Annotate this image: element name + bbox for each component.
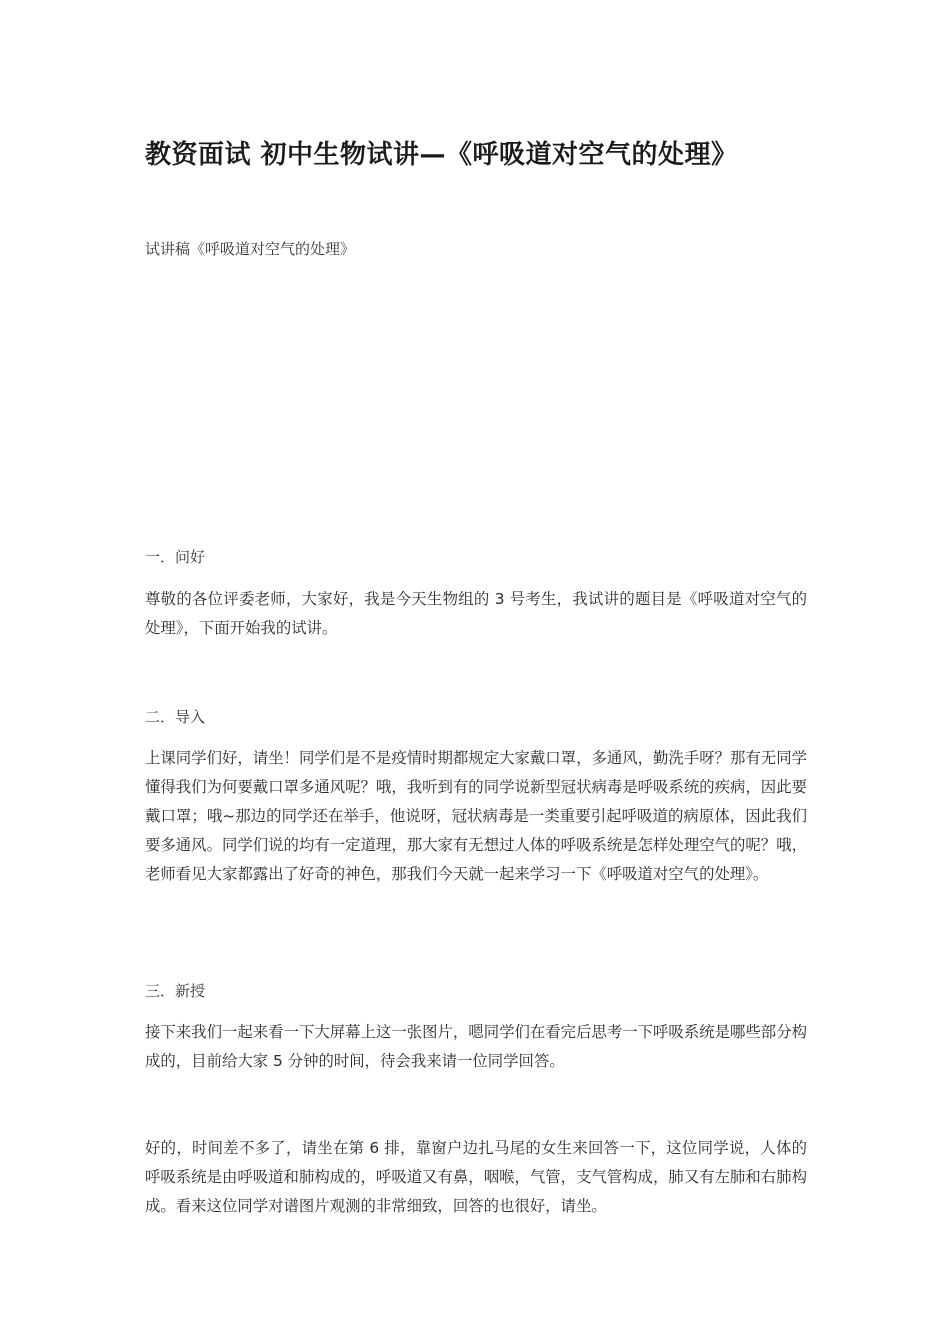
section-paragraph-introduction: 上课同学们好，请坐！同学们是不是疫情时期都规定大家戴口罩，多通风，勤洗手呀？那有无同学懂得我们为何要戴口罩多通风呢？哦，我听到有的同学说新型冠状病毒是呼吸系统的疾病，因此要戴口罩；哦~那边的同学还在举手，他说呀，冠状病毒是一类重要引起呼吸道的病原体，因此我们要多通风。同学们说的均有一定道理，那大家有无想过人体的呼吸系统是怎样处理空气的呢？哦，老师看见大家都露出了好奇的神色，那我们今天就一起来学习一下《呼吸道对空气的处理》。 <box>145 749 807 883</box>
section-paragraph-greeting: 尊敬的各位评委老师，大家好，我是今天生物组的 3 号考生，我试讲的题目是《呼吸道对空气的处理》，下面开始我的试讲。 <box>145 590 807 637</box>
section-paragraph-new-lesson-2: 好的，时间差不多了，请坐在第 6 排，靠窗户边扎马尾的女生来回答一下，这位同学说，人体的呼吸系统是由呼吸道和肺构成的，呼吸道又有鼻，咽喉，气管，支气管构成，肺又有左肺和右肺构成。看来这位同学对谱图片观测的非常细致，回答的也很好，请坐。 <box>145 1139 807 1215</box>
document-subtitle: 试讲稿《呼吸道对空气的处理》 <box>145 240 356 258</box>
section-paragraph-new-lesson-1: 接下来我们一起来看一下大屏幕上这一张图片，嗯同学们在看完后思考一下呼吸系统是哪些部分构成的，目前给大家 5 分钟的时间，待会我来请一位同学回答。 <box>145 1023 807 1070</box>
section-heading-introduction: 二．导入 <box>145 708 206 726</box>
section-heading-new-lesson: 三．新授 <box>145 982 206 1000</box>
document-title: 教资面试 初中生物试讲—《呼吸道对空气的处理》 <box>145 140 738 170</box>
section-heading-greeting: 一．问好 <box>145 548 206 566</box>
